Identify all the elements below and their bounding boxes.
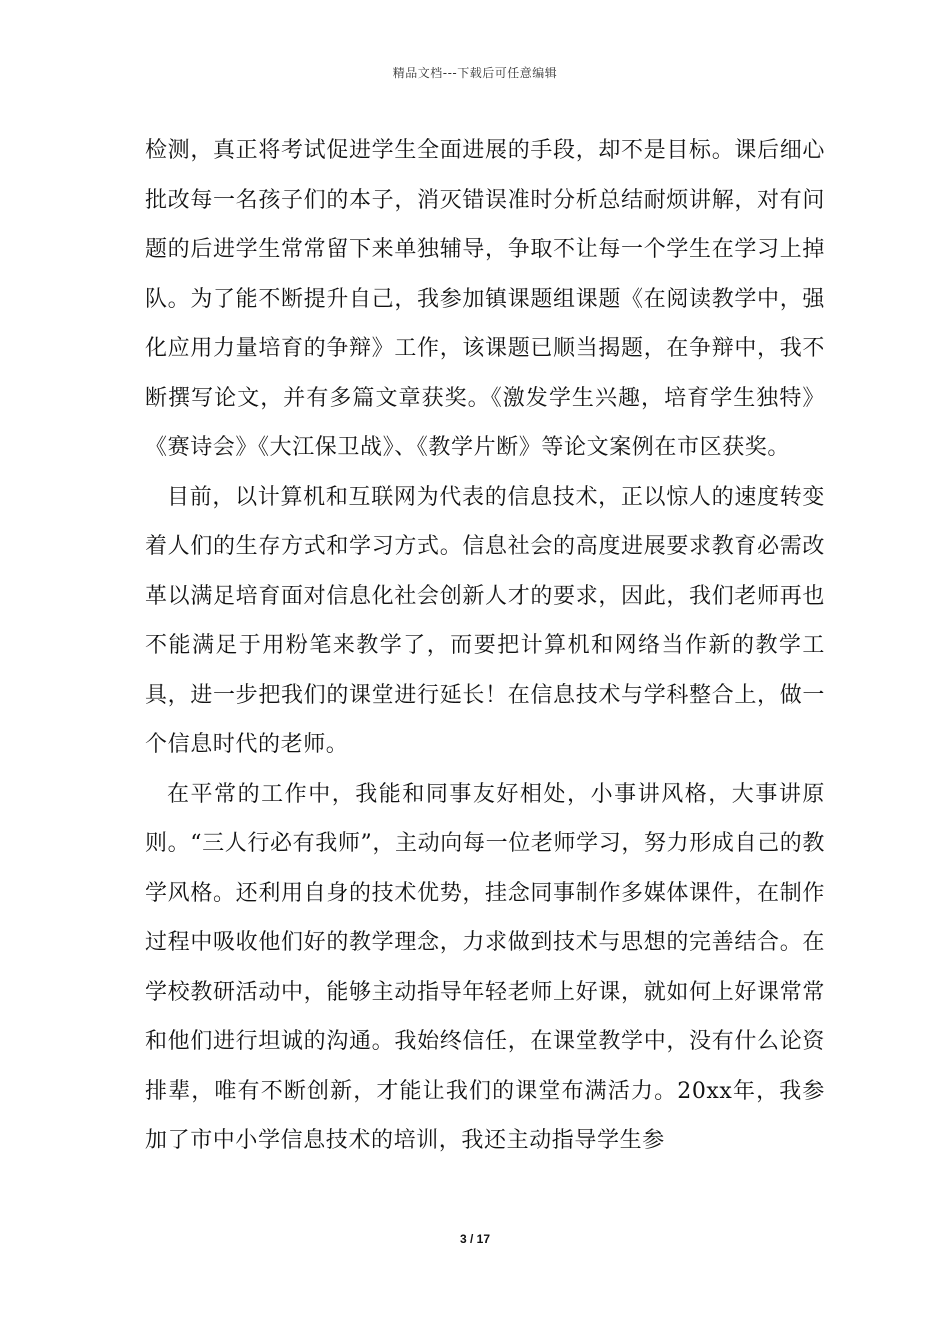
paragraph-3: 在平常的工作中，我能和同事友好相处，小事讲风格，大事讲原则。“三人行必有我师”，主动向每一位老师学习，努力形成自己的教学风格。还利用自身的技术优势，挂念同事制作多媒体课件，在制作过程中吸收他们好的教学理念，力求做到技术与思想的完善结合。在学校教研活动中，能够主动指导年轻老师上好课，就如何上好课常常和他们进行坦诚的沟通。我始终信任，在课堂教学中，没有什么论资排辈，唯有不断创新，才能让我们的课堂布满活力。20xx年，我参加了市中小学信息技术的培训，我还主动指导学生参 <box>145 781 825 1153</box>
page-number: 3 / 17 <box>459 1232 491 1246</box>
document-body <box>145 126 825 1166</box>
paragraph-1: 检测，真正将考试促进学生全面进展的手段，却不是目标。课后细心批改每一名孩子们的本子，消灭错误准时分析总结耐烦讲解，对有问题的后进学生常常留下来单独辅导，争取不让每一个学生在学习上掉队。为了能不断提升自己，我参加镇课题组课题《在阅读教学中，强化应用力量培育的争辩》工作，该课题已顺当揭题，在争辩中，我不断撰写论文，并有多篇文章获奖。《激发学生兴趣，培育学生独特》《赛诗会》《大江保卫战》、《教学片断》等论文案例在市区获奖。 <box>145 138 825 460</box>
page-header: 精品文档---下载后可任意编辑 <box>392 66 558 80</box>
paragraph-2: 目前，以计算机和互联网为代表的信息技术，正以惊人的速度转变着人们的生存方式和学习方式。信息社会的高度进展要求教育必需改革以满足培育面对信息化社会创新人才的要求，因此，我们老师再也不能满足于用粉笔来教学了，而要把计算机和网络当作新的教学工具，进一步把我们的课堂进行延长！在信息技术与学科整合上，做一个信息时代的老师。 <box>145 484 825 757</box>
